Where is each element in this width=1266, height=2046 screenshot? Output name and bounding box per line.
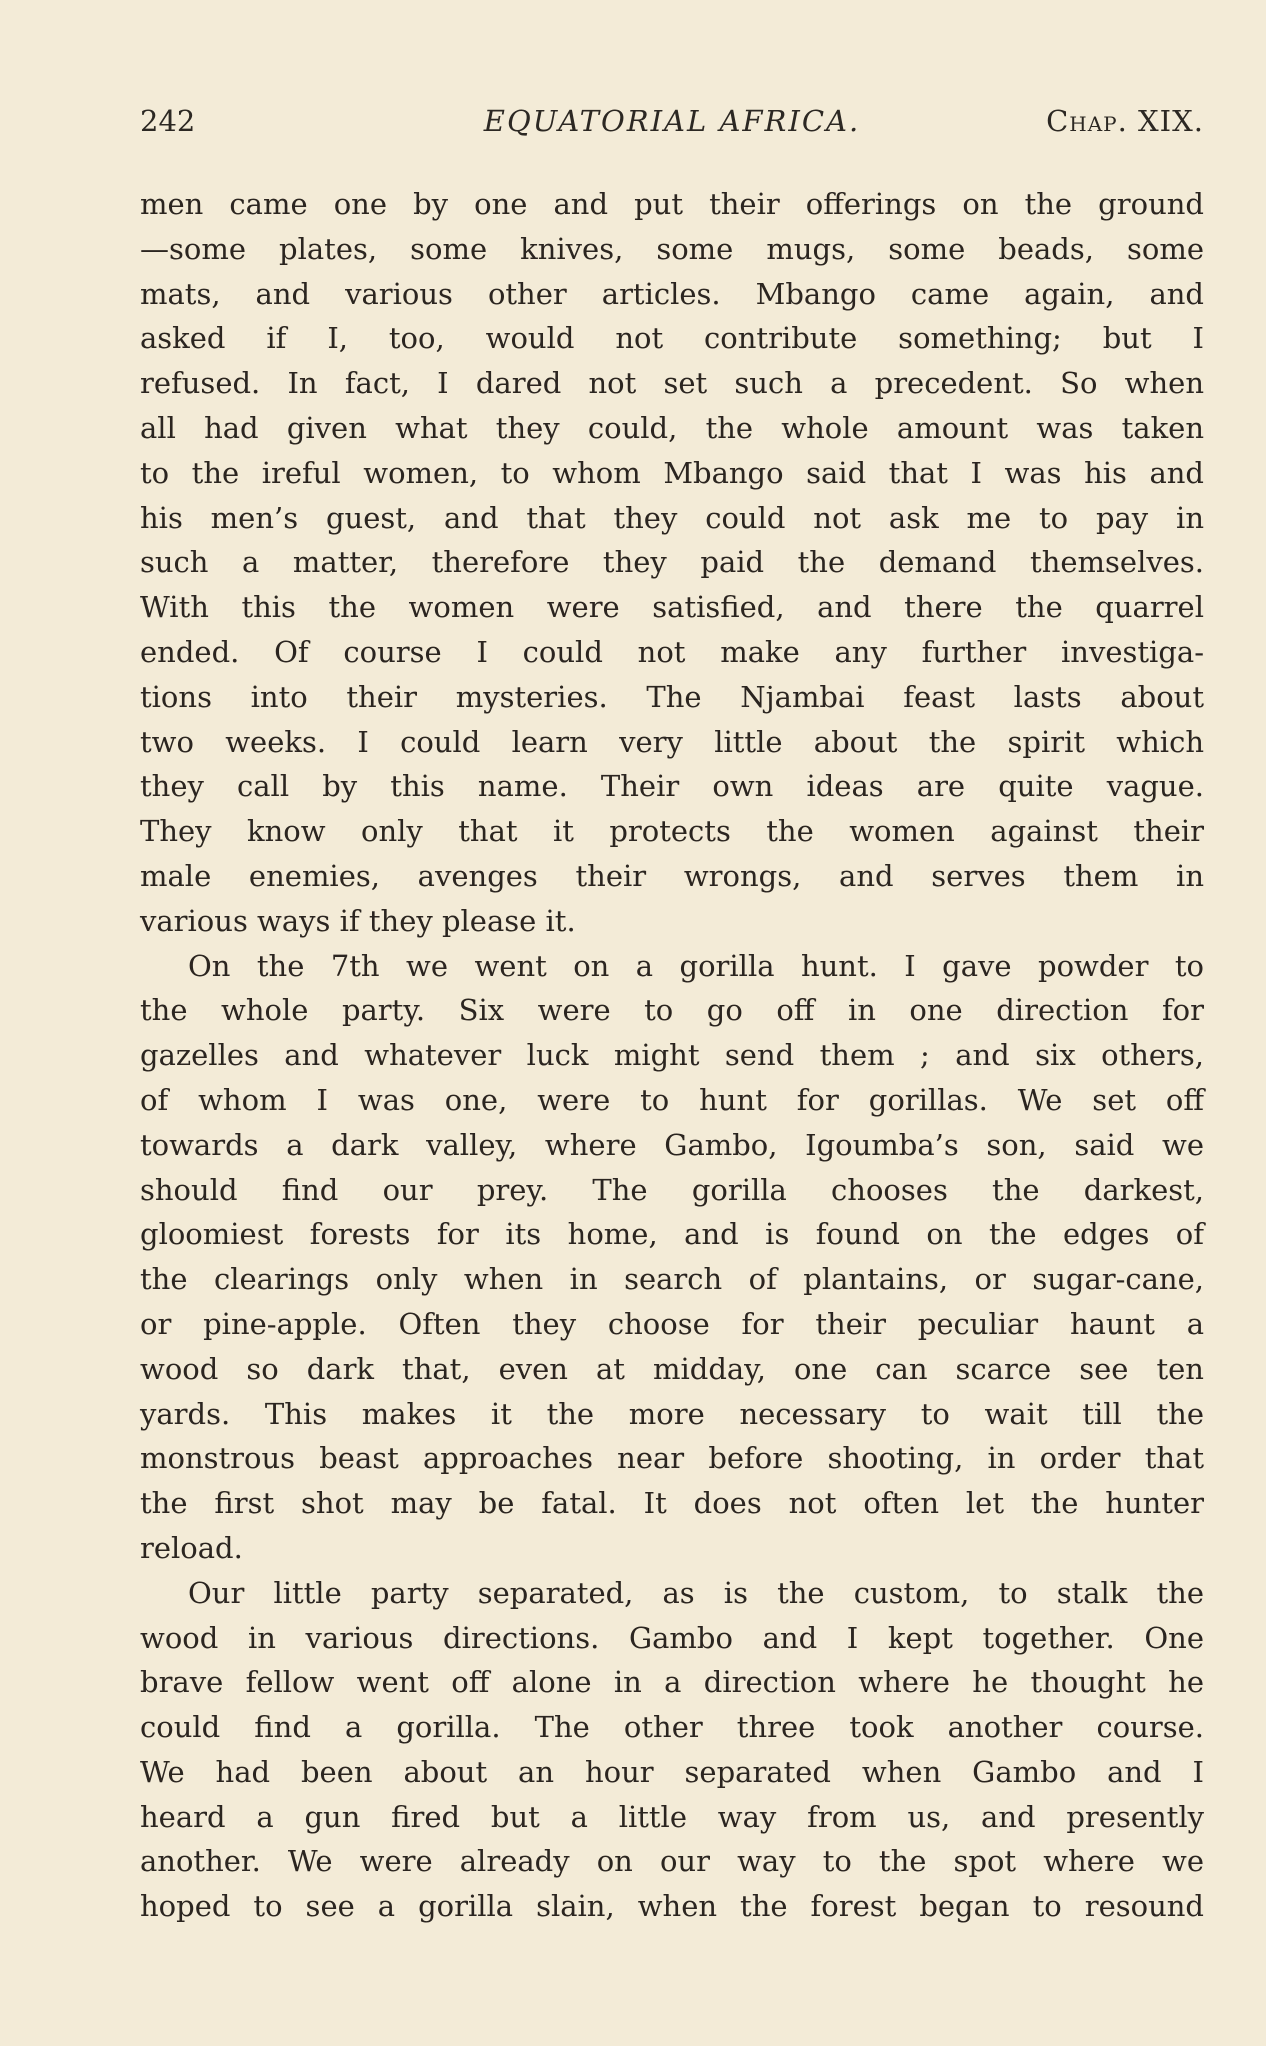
text-line: Our little party separated, as is the custom, to stalk the: [188, 1575, 1204, 1610]
text-line: ended. Of course I could not make any further investiga-: [140, 634, 1204, 669]
text-line: could find a gorilla. The other three took another course.: [140, 1710, 1204, 1745]
chapter-label: Chap. XIX.: [1046, 104, 1204, 138]
text-line: the first shot may be fatal. It does not often let the hunter: [140, 1486, 1204, 1521]
text-line: they call by this name. Their own ideas are quite vague.: [140, 769, 1204, 804]
text-line: to the ireful women, to whom Mbango said that I was his and: [140, 455, 1204, 490]
text-line: —some plates, some knives, some mugs, some beads, some: [140, 231, 1204, 266]
text-line: the whole party. Six were to go off in one direction for: [140, 993, 1204, 1028]
text-line: wood so dark that, even at midday, one can scarce see ten: [140, 1351, 1204, 1386]
text-line: refused. In fact, I dared not set such a precedent. So when: [140, 366, 1204, 401]
text-line: monstrous beast approaches near before shooting, in order that: [140, 1441, 1204, 1476]
text-line: asked if I, too, would not contribute something; but I: [140, 321, 1204, 356]
text-line: various ways if they please it.: [140, 903, 576, 938]
text-line: of whom I was one, were to hunt for gorillas. We set off: [140, 1082, 1204, 1117]
text-line: all had given what they could, the whole amount was taken: [140, 410, 1204, 445]
text-line: They know only that it protects the women against their: [140, 814, 1204, 849]
text-line: or pine-apple. Often they choose for their peculiar haunt a: [140, 1306, 1204, 1341]
text-line: the clearings only when in search of plantains, or sugar-cane,: [140, 1262, 1204, 1297]
running-title: EQUATORIAL AFRICA.: [483, 104, 861, 138]
text-line: With this the women were satisfied, and there the quarrel: [140, 590, 1204, 625]
text-line: mats, and various other articles. Mbango came again, and: [140, 276, 1204, 311]
text-line: On the 7th we went on a gorilla hunt. I gave powder to: [188, 948, 1204, 983]
text-line: brave fellow went off alone in a direction where he thought he: [140, 1665, 1204, 1700]
text-line: We had been about an hour separated when Gambo and I: [140, 1754, 1204, 1789]
text-line: male enemies, avenges their wrongs, and serves them in: [140, 858, 1204, 893]
text-line: another. We were already on our way to the spot where we: [140, 1844, 1204, 1879]
text-line: tions into their mysteries. The Njambai feast lasts about: [140, 679, 1204, 714]
text-line: gloomiest forests for its home, and is found on the edges of: [140, 1217, 1204, 1252]
text-line: two weeks. I could learn very little about the spirit which: [140, 724, 1204, 759]
running-header: [140, 104, 1204, 150]
text-line: such a matter, therefore they paid the demand themselves.: [140, 545, 1204, 580]
text-line: yards. This makes it the more necessary to wait till the: [140, 1396, 1204, 1431]
text-line: hoped to see a gorilla slain, when the forest began to resound: [140, 1889, 1204, 1924]
body-text: [140, 182, 1204, 1929]
text-line: heard a gun fired but a little way from us, and presently: [140, 1799, 1204, 1834]
text-line: gazelles and whatever luck might send them ; and six others,: [140, 1038, 1204, 1073]
text-line: reload.: [140, 1530, 243, 1565]
text-line: his men’s guest, and that they could not ask me to pay in: [140, 500, 1204, 535]
page-number: 242: [140, 104, 196, 138]
text-line: men came one by one and put their offerings on the ground: [140, 187, 1204, 221]
text-line: towards a dark valley, where Gambo, Igoumba’s son, said we: [140, 1127, 1204, 1162]
text-line: wood in various directions. Gambo and I kept together. One: [140, 1620, 1204, 1655]
text-line: should find our prey. The gorilla chooses the darkest,: [140, 1172, 1204, 1207]
